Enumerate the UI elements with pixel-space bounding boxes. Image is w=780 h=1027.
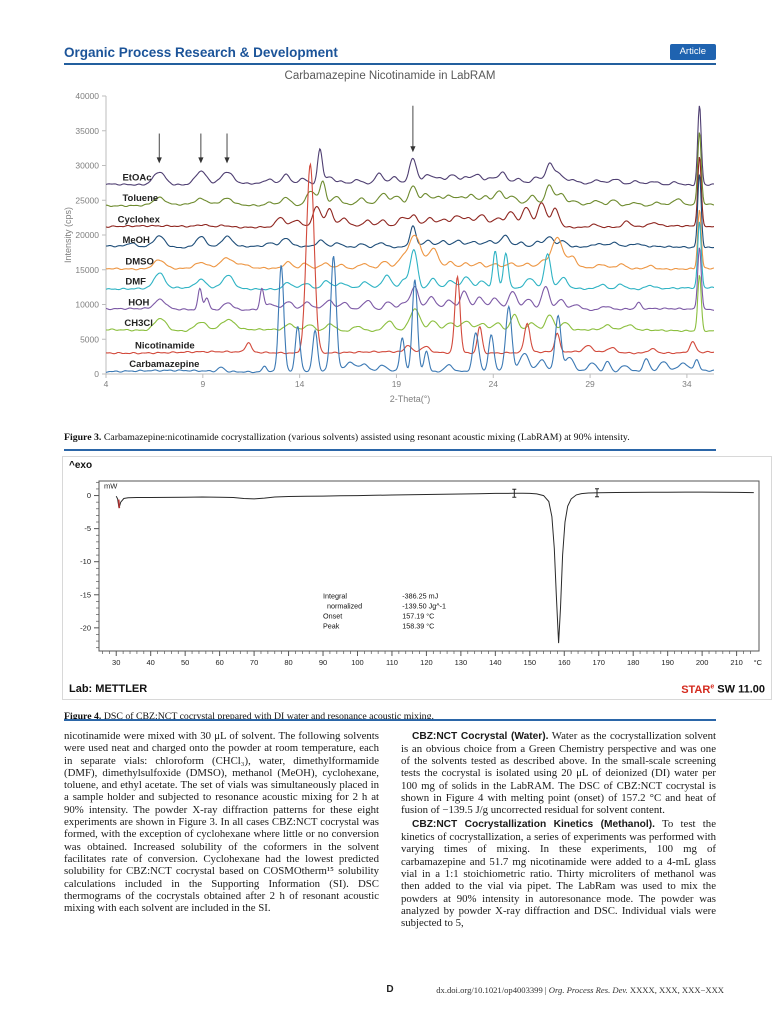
svg-text:-10: -10 (80, 557, 91, 567)
svg-text:70: 70 (249, 658, 259, 667)
svg-text:Integral: Integral (323, 591, 348, 601)
svg-text:°C: °C (753, 658, 763, 667)
svg-text:Toluene: Toluene (122, 193, 159, 205)
page-footer (64, 984, 724, 998)
svg-text:DMF: DMF (125, 276, 146, 288)
paragraph: nicotinamide were mixed with 30 μL of solvent. The following solvents were used neat and charged onto the powder at room temperature, each in separate vials: chloroform (CHCl₃), water, dimethylformamide (DMF), dimethylsulfoxide (DMSO), methanol (MeOH), cyclohexane, toluene, and ethyl acetate. The set of vials was simultaneously placed in a sample holder and subjected to resonance acoustic mixing for 2 h at 90% intensity. The powder X-ray diffraction patterns for these eight experiments are shown in Figure 3. In all cases CBZ:NCT cocrystal was formed, with the exception of cyclohexane where little or no conversion was obtained. Increased solubility of the coformers in the solvent facilitates rate of conversion. Cyclohexane had the lowest predicted solubility for CBZ:NCT cocrystal based on COSMOtherm¹⁵ solubility calculations included in the Supporting Information (SI). DSC thermograms of the cocrystals obtained after 2 h of resonant acoustic mixing with each solvent are included in the SI. (64, 730, 379, 915)
svg-text:34: 34 (682, 379, 692, 389)
svg-text:29: 29 (585, 379, 595, 389)
svg-text:5000: 5000 (80, 334, 99, 345)
svg-text:-386.25 mJ: -386.25 mJ (402, 591, 439, 601)
svg-text:-5: -5 (84, 524, 91, 534)
fig4-dsc-figure (62, 456, 772, 700)
journal-title: Organic Process Research & Development (64, 45, 338, 60)
svg-text:158.39 °C: 158.39 °C (402, 621, 435, 631)
svg-text:normalized: normalized (327, 601, 363, 611)
svg-text:80: 80 (284, 658, 293, 667)
svg-text:MeOH: MeOH (122, 234, 150, 246)
fig4-caption-label: Figure 4. (64, 710, 102, 722)
svg-text:-139.50 Jg^-1: -139.50 Jg^-1 (402, 601, 447, 611)
svg-text:CH3Cl: CH3Cl (124, 318, 153, 330)
right-column (401, 730, 716, 931)
fig3-caption: Figure 3. Carbamazepine:nicotinamide cocrystallization (various solvents) assisted using resonant acoustic mixing (LabRAM) at 90% intensity. (64, 431, 630, 443)
svg-text:0: 0 (94, 369, 99, 379)
fig4-dsc-chart (65, 473, 769, 675)
svg-text:140: 140 (489, 658, 502, 667)
fig4-caption: Figure 4. DSC of CBZ:NCT cocrystal prepared with DI water and resonance acoustic mixing. (64, 710, 434, 722)
svg-text:130: 130 (454, 658, 468, 667)
left-column (64, 730, 379, 931)
svg-text:170: 170 (592, 658, 605, 667)
section-divider (64, 449, 716, 451)
svg-text:40000: 40000 (75, 91, 99, 101)
svg-text:60: 60 (215, 658, 224, 667)
section-divider (64, 719, 716, 721)
fig3-chart-title: Carbamazepine Nicotinamide in LabRAM (284, 70, 496, 82)
svg-text:Nicotinamide: Nicotinamide (135, 340, 195, 352)
svg-text:157.19 °C: 157.19 °C (402, 611, 435, 621)
svg-text:200: 200 (695, 658, 709, 667)
svg-text:160: 160 (558, 658, 571, 667)
svg-text:mW: mW (104, 481, 118, 491)
svg-text:24: 24 (488, 379, 498, 389)
svg-text:EtOAc: EtOAc (122, 172, 152, 184)
svg-text:180: 180 (626, 658, 640, 667)
svg-text:20000: 20000 (75, 230, 99, 240)
svg-text:14: 14 (294, 379, 305, 389)
svg-text:Intensity (cps): Intensity (cps) (63, 206, 73, 264)
svg-text:25000: 25000 (75, 195, 99, 206)
svg-text:HOH: HOH (128, 297, 150, 309)
article-type-badge: Article (670, 44, 716, 60)
instrument-lab-label: Lab: METTLER (69, 683, 148, 696)
svg-text:30: 30 (112, 658, 121, 667)
run-in-heading: CBZ:NCT Cocrystal (Water). (412, 731, 549, 742)
svg-text:0: 0 (86, 491, 91, 501)
run-in-heading: CBZ:NCT Cocrystallization Kinetics (Methanol). (412, 819, 655, 831)
fig3-caption-label: Figure 3. (64, 431, 102, 443)
paragraph: CBZ:NCT Cocrystallization Kinetics (Methanol). To test the kinetics of cocrystallization, a series of experiments was performed with varying times of mixing. In these experiments, 100 mg of carbamazepine and 51.7 mg nicotinamide were added to a 4-mL glass vial in a 1:1 stoichiometric ratio. Thirty microliters of methanol was then added to the vial via pipet. The LabRam was used to mix the powders at 90% intensity in autoresonance mode. The powder was analyzed by powder X-ray diffraction and DSC. Individual vials were subjected to 5, (401, 818, 716, 930)
svg-text:40: 40 (146, 658, 155, 667)
svg-text:110: 110 (385, 658, 398, 667)
svg-text:-15: -15 (80, 590, 91, 600)
svg-text:30000: 30000 (75, 160, 99, 171)
exo-axis-direction-label: ^exo (69, 460, 93, 471)
doi-citation: dx.doi.org/10.1021/op4003399 | Org. Process Res. Dev. XXXX, XXX, XXX−XXX (436, 985, 724, 995)
svg-text:-20: -20 (80, 623, 91, 633)
body-text (64, 730, 716, 931)
page-number: D (386, 984, 394, 995)
svg-text:4: 4 (103, 379, 109, 389)
svg-text:9: 9 (200, 379, 206, 389)
svg-text:Peak: Peak (323, 621, 340, 631)
svg-text:90: 90 (318, 658, 328, 667)
svg-text:Cyclohex: Cyclohex (117, 214, 160, 226)
svg-text:10000: 10000 (75, 299, 99, 310)
svg-text:50: 50 (180, 658, 190, 667)
svg-text:35000: 35000 (75, 125, 99, 136)
svg-text:100: 100 (351, 658, 364, 667)
svg-text:120: 120 (420, 658, 433, 667)
journal-header (64, 44, 716, 65)
svg-text:210: 210 (730, 658, 743, 667)
svg-text:Onset: Onset (323, 611, 343, 621)
fig4-footer-row (69, 683, 765, 696)
svg-text:19: 19 (391, 379, 402, 389)
svg-text:Carbamazepine: Carbamazepine (129, 359, 200, 371)
paragraph: CBZ:NCT Cocrystal (Water). Water as the cocrystallization solvent is an obvious choice from a Green Chemistry perspective and was one of the solvents tested as described above. In the small-scale screening tests the cocrystal is isolated using 20 μL of deionized (DI) water per 100 mg of solids in the LabRAM. The DSC of CBZ:NCT cocrystal is shown in Figure 4 with melting point (onset) of 157.2 °C and heat of fusion of −139.5 J/g uncorrected residual for solvent content. (401, 730, 717, 817)
svg-text:15000: 15000 (75, 264, 99, 275)
software-version-label: STAR$^e$ SW 11.00 (681, 683, 765, 696)
svg-text:2-Theta(°): 2-Theta(°) (389, 394, 431, 404)
svg-text:150: 150 (523, 658, 537, 667)
fig3-xrd-chart (60, 86, 720, 408)
svg-text:DMSO: DMSO (125, 256, 154, 268)
svg-text:190: 190 (661, 658, 674, 667)
